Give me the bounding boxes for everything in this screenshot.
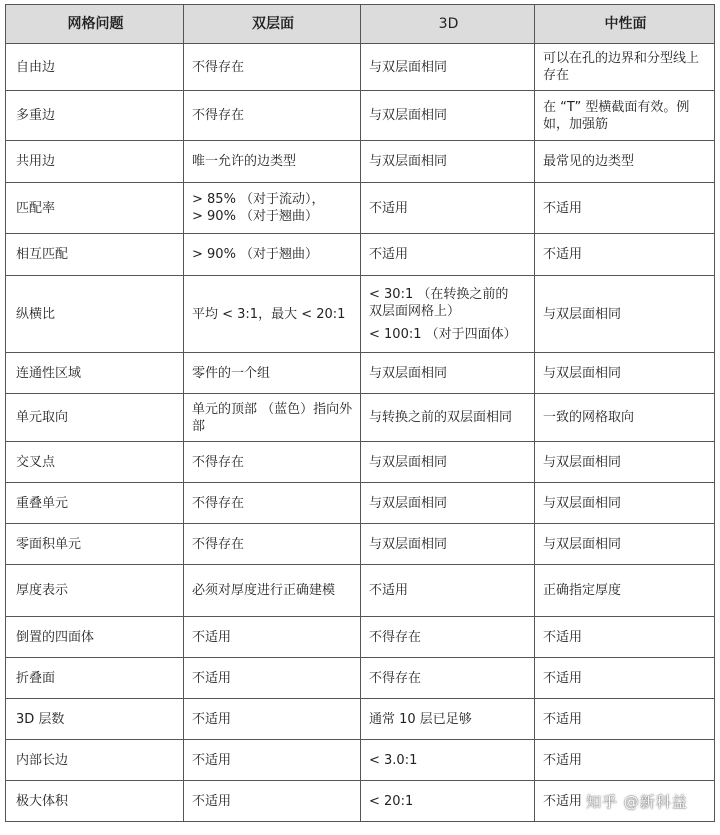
cell-dual-domain: 不得存在 bbox=[184, 524, 361, 565]
row-label: 3D 层数 bbox=[6, 699, 184, 740]
row-label: 多重边 bbox=[6, 91, 184, 141]
cell-midplane: 不适用 bbox=[535, 183, 715, 234]
cell-midplane: 与双层面相同 bbox=[535, 442, 715, 483]
table-row bbox=[6, 141, 715, 183]
table-row bbox=[6, 617, 715, 658]
cell-line: < 30:1 （在转换之前的 bbox=[369, 286, 509, 302]
cell-3d: 与双层面相同 bbox=[361, 524, 535, 565]
cell-dual-domain: 零件的一个组 bbox=[184, 353, 361, 394]
cell-3d: 通常 10 层已足够 bbox=[361, 699, 535, 740]
cell-dual-domain bbox=[184, 183, 361, 234]
table-row bbox=[6, 276, 715, 353]
row-label: 交叉点 bbox=[6, 442, 184, 483]
cell-midplane: 与双层面相同 bbox=[535, 483, 715, 524]
row-label: 内部长边 bbox=[6, 740, 184, 781]
table-row bbox=[6, 353, 715, 394]
cell-midplane: 在 “T” 型横截面有效。例如，加强筋 bbox=[535, 91, 715, 141]
cell-line: 双层面网格上） bbox=[369, 303, 461, 319]
cell-3d: 与双层面相同 bbox=[361, 353, 535, 394]
row-label: 厚度表示 bbox=[6, 565, 184, 617]
row-label: 连通性区域 bbox=[6, 353, 184, 394]
table-row bbox=[6, 183, 715, 234]
row-label: 单元取向 bbox=[6, 394, 184, 442]
cell-3d: 与双层面相同 bbox=[361, 91, 535, 141]
table-row bbox=[6, 565, 715, 617]
cell-3d: 不得存在 bbox=[361, 658, 535, 699]
row-label: 重叠单元 bbox=[6, 483, 184, 524]
cell-3d: 不适用 bbox=[361, 183, 535, 234]
cell-3d: 与双层面相同 bbox=[361, 44, 535, 91]
cell-midplane: 一致的网格取向 bbox=[535, 394, 715, 442]
table-row bbox=[6, 658, 715, 699]
cell-dual-domain: 不适用 bbox=[184, 617, 361, 658]
cell-line: > 85% （对于流动）， bbox=[192, 192, 325, 207]
header-3d: 3D bbox=[361, 5, 535, 44]
watermark: 知乎 @新科益 bbox=[586, 793, 688, 811]
cell-dual-domain: 不得存在 bbox=[184, 442, 361, 483]
cell-dual-domain: 不适用 bbox=[184, 658, 361, 699]
cell-midplane: 不适用 bbox=[535, 658, 715, 699]
cell-dual-domain: 唯一允许的边类型 bbox=[184, 141, 361, 183]
cell-dual-domain: 不得存在 bbox=[184, 483, 361, 524]
table-row bbox=[6, 234, 715, 276]
header-dual-domain: 双层面 bbox=[184, 5, 361, 44]
cell-dual-domain: 单元的顶部 （蓝色）指向外部 bbox=[184, 394, 361, 442]
cell-dual-domain: > 90% （对于翘曲） bbox=[184, 234, 361, 276]
table-row bbox=[6, 524, 715, 565]
table-row bbox=[6, 394, 715, 442]
table-row bbox=[6, 699, 715, 740]
cell-midplane: 可以在孔的边界和分型线上存在 bbox=[535, 44, 715, 91]
cell-line: < 100:1 （对于四面体） bbox=[369, 326, 517, 342]
cell-midplane: 与双层面相同 bbox=[535, 353, 715, 394]
cell-3d: 与双层面相同 bbox=[361, 483, 535, 524]
cell-dual-domain: 不适用 bbox=[184, 781, 361, 822]
cell-dual-domain: 不适用 bbox=[184, 699, 361, 740]
row-label: 折叠面 bbox=[6, 658, 184, 699]
cell-3d: < 20:1 bbox=[361, 781, 535, 822]
row-label: 倒置的四面体 bbox=[6, 617, 184, 658]
table-row bbox=[6, 442, 715, 483]
mesh-comparison-table bbox=[5, 4, 715, 822]
cell-3d bbox=[361, 276, 535, 353]
header-mesh-issue: 网格问题 bbox=[6, 5, 184, 44]
cell-3d: < 3.0:1 bbox=[361, 740, 535, 781]
cell-midplane: 不适用 bbox=[535, 617, 715, 658]
cell-3d: 与双层面相同 bbox=[361, 141, 535, 183]
table-row bbox=[6, 44, 715, 91]
cell-dual-domain: 不得存在 bbox=[184, 91, 361, 141]
table-row bbox=[6, 483, 715, 524]
row-label: 匹配率 bbox=[6, 183, 184, 234]
cell-3d: 不适用 bbox=[361, 234, 535, 276]
cell-midplane: 不适用 bbox=[535, 234, 715, 276]
header-row bbox=[6, 5, 715, 44]
cell-dual-domain: 平均 < 3:1，最大 < 20:1 bbox=[184, 276, 361, 353]
cell-midplane: 不适用 bbox=[535, 699, 715, 740]
cell-3d: 不得存在 bbox=[361, 617, 535, 658]
cell-midplane: 正确指定厚度 bbox=[535, 565, 715, 617]
row-label: 自由边 bbox=[6, 44, 184, 91]
row-label: 共用边 bbox=[6, 141, 184, 183]
row-label: 纵横比 bbox=[6, 276, 184, 353]
row-label: 极大体积 bbox=[6, 781, 184, 822]
row-label: 相互匹配 bbox=[6, 234, 184, 276]
cell-3d: 与双层面相同 bbox=[361, 442, 535, 483]
cell-midplane: 不适用 bbox=[535, 740, 715, 781]
cell-midplane: 与双层面相同 bbox=[535, 524, 715, 565]
header-midplane: 中性面 bbox=[535, 5, 715, 44]
cell-midplane: 与双层面相同 bbox=[535, 276, 715, 353]
row-label: 零面积单元 bbox=[6, 524, 184, 565]
cell-dual-domain: 必须对厚度进行正确建模 bbox=[184, 565, 361, 617]
cell-dual-domain: 不得存在 bbox=[184, 44, 361, 91]
table-row bbox=[6, 91, 715, 141]
cell-midplane: 最常见的边类型 bbox=[535, 141, 715, 183]
cell-midplane: 不适用 bbox=[535, 781, 715, 822]
cell-dual-domain: 不适用 bbox=[184, 740, 361, 781]
cell-3d: 不适用 bbox=[361, 565, 535, 617]
cell-line: > 90% （对于翘曲） bbox=[192, 209, 319, 224]
table-row bbox=[6, 740, 715, 781]
cell-3d: 与转换之前的双层面相同 bbox=[361, 394, 535, 442]
